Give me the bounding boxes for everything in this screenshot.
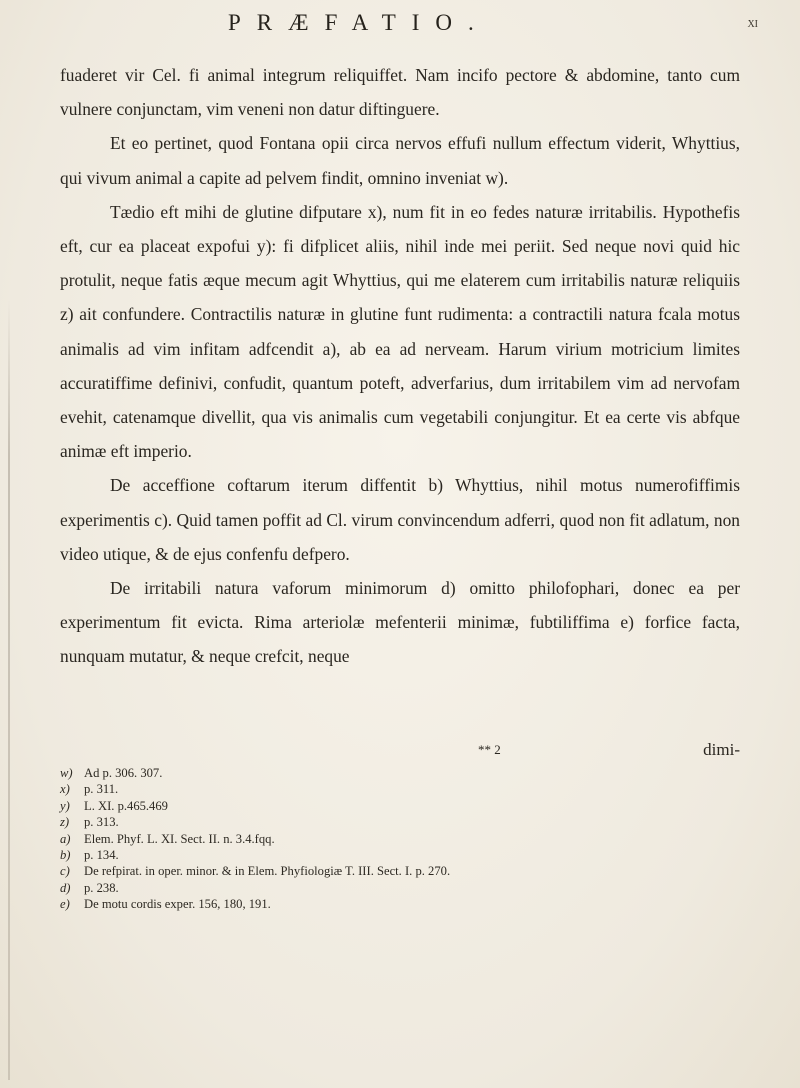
footnote-marker: w) bbox=[60, 766, 73, 780]
footnote bbox=[60, 847, 760, 863]
footnote-text: De motu cordis exper. 156, 180, 191. bbox=[84, 897, 271, 912]
footnote-marker: x) bbox=[60, 782, 70, 797]
footnote-marker: d) bbox=[60, 880, 71, 895]
paragraph: Tædio eft mihi de glutine difputare x), num fit in eo fedes naturæ irritabilis. Hypothefis eft, cur ea placeat expofui y): fi difplicet aliis, nihil inde mei periit. Sed neque novi quid hic protulit, neque fatis æque mecum agit Whyttius, qui me elaterem cum irritabilis naturæ reliquiis z) ait confundere. Contractilis naturæ in glutine funt rudimenta: a contractili natura fcala motus animalis ad vim infitam adfcendit a), ab ea ad nerveam. Harum virium motricium limites accuratiffime definivi, confudit, quantum poteft, adverfarius, dum irritabilem vim ad nervofam evehit, catenamque divellit, qua vis animalis cum vegetabili conjungitur. Et ea certe vis abfque animæ eft imperio. bbox=[60, 201, 740, 462]
footnote bbox=[60, 863, 760, 879]
page-number: xi bbox=[747, 16, 758, 31]
binding-edge-shadow bbox=[8, 300, 10, 1080]
paragraph: Et eo pertinet, quod Fontana opii circa nervos effufi nullum effectum viderit, Whyttius, qui vivum animal a capite ad pelvem findit, omnino inveniat w). bbox=[60, 133, 740, 188]
running-title: PRÆFATIO. bbox=[228, 10, 490, 35]
footnote bbox=[60, 781, 760, 797]
footnote-marker: e) bbox=[60, 897, 70, 912]
footnote bbox=[60, 896, 760, 912]
footnote bbox=[60, 814, 760, 830]
footnote-marker: a) bbox=[60, 831, 71, 846]
footnote-text: p. 134. bbox=[84, 848, 119, 863]
footnote-text: De refpirat. in oper. minor. & in Elem. Phyfiologiæ T. III. Sect. I. p. 270. bbox=[84, 864, 451, 879]
footnote-text: p. 238. bbox=[84, 880, 119, 895]
footnote-marker: y) bbox=[60, 798, 70, 813]
footnote-text: p. 313. bbox=[84, 815, 119, 830]
paragraph: fuaderet vir Cel. fi animal integrum reliquiffet. Nam incifo pectore & abdomine, tanto cum vulnere conjunctam, vim veneni non datur diftinguere. bbox=[60, 65, 740, 120]
paragraph: De acceffione coftarum iterum diffentit b) Whyttius, nihil motus numerofiffimis experimentis c). Quid tamen poffit ad Cl. virum convincendum adferri, quod non fit adlatum, non video utique, & de ejus confenfu defpero. bbox=[60, 475, 740, 564]
footnote-text: Elem. Phyf. L. XI. Sect. II. n. 3.4.fqq. bbox=[84, 831, 275, 846]
body-text bbox=[60, 58, 740, 674]
signature-mark: ** 2 bbox=[478, 742, 501, 757]
footnote bbox=[60, 765, 760, 781]
footnote-marker: z) bbox=[60, 815, 70, 830]
footnote bbox=[60, 880, 760, 896]
catchword: dimi- bbox=[703, 740, 740, 759]
page-header bbox=[0, 10, 800, 50]
footnote bbox=[60, 798, 760, 814]
footnote-marker: b) bbox=[60, 848, 71, 863]
footnote-text: p. 311. bbox=[84, 782, 119, 797]
footnotes bbox=[60, 765, 760, 913]
footnote-marker: c) bbox=[60, 864, 70, 879]
footnote-text: L. XI. p.465.469 bbox=[84, 798, 168, 813]
footnote-text: Ad p. 306. 307. bbox=[84, 766, 163, 780]
footnote bbox=[60, 831, 760, 847]
signature-line bbox=[60, 742, 740, 764]
paragraph: De irritabili natura vaforum minimorum d) omitto philofophari, donec ea per experimentum fit evicta. Rima arteriolæ mefenterii minimæ, fubtiliffima e) forfice facta, nunquam mutatur, & neque crefcit, neque bbox=[60, 578, 740, 667]
